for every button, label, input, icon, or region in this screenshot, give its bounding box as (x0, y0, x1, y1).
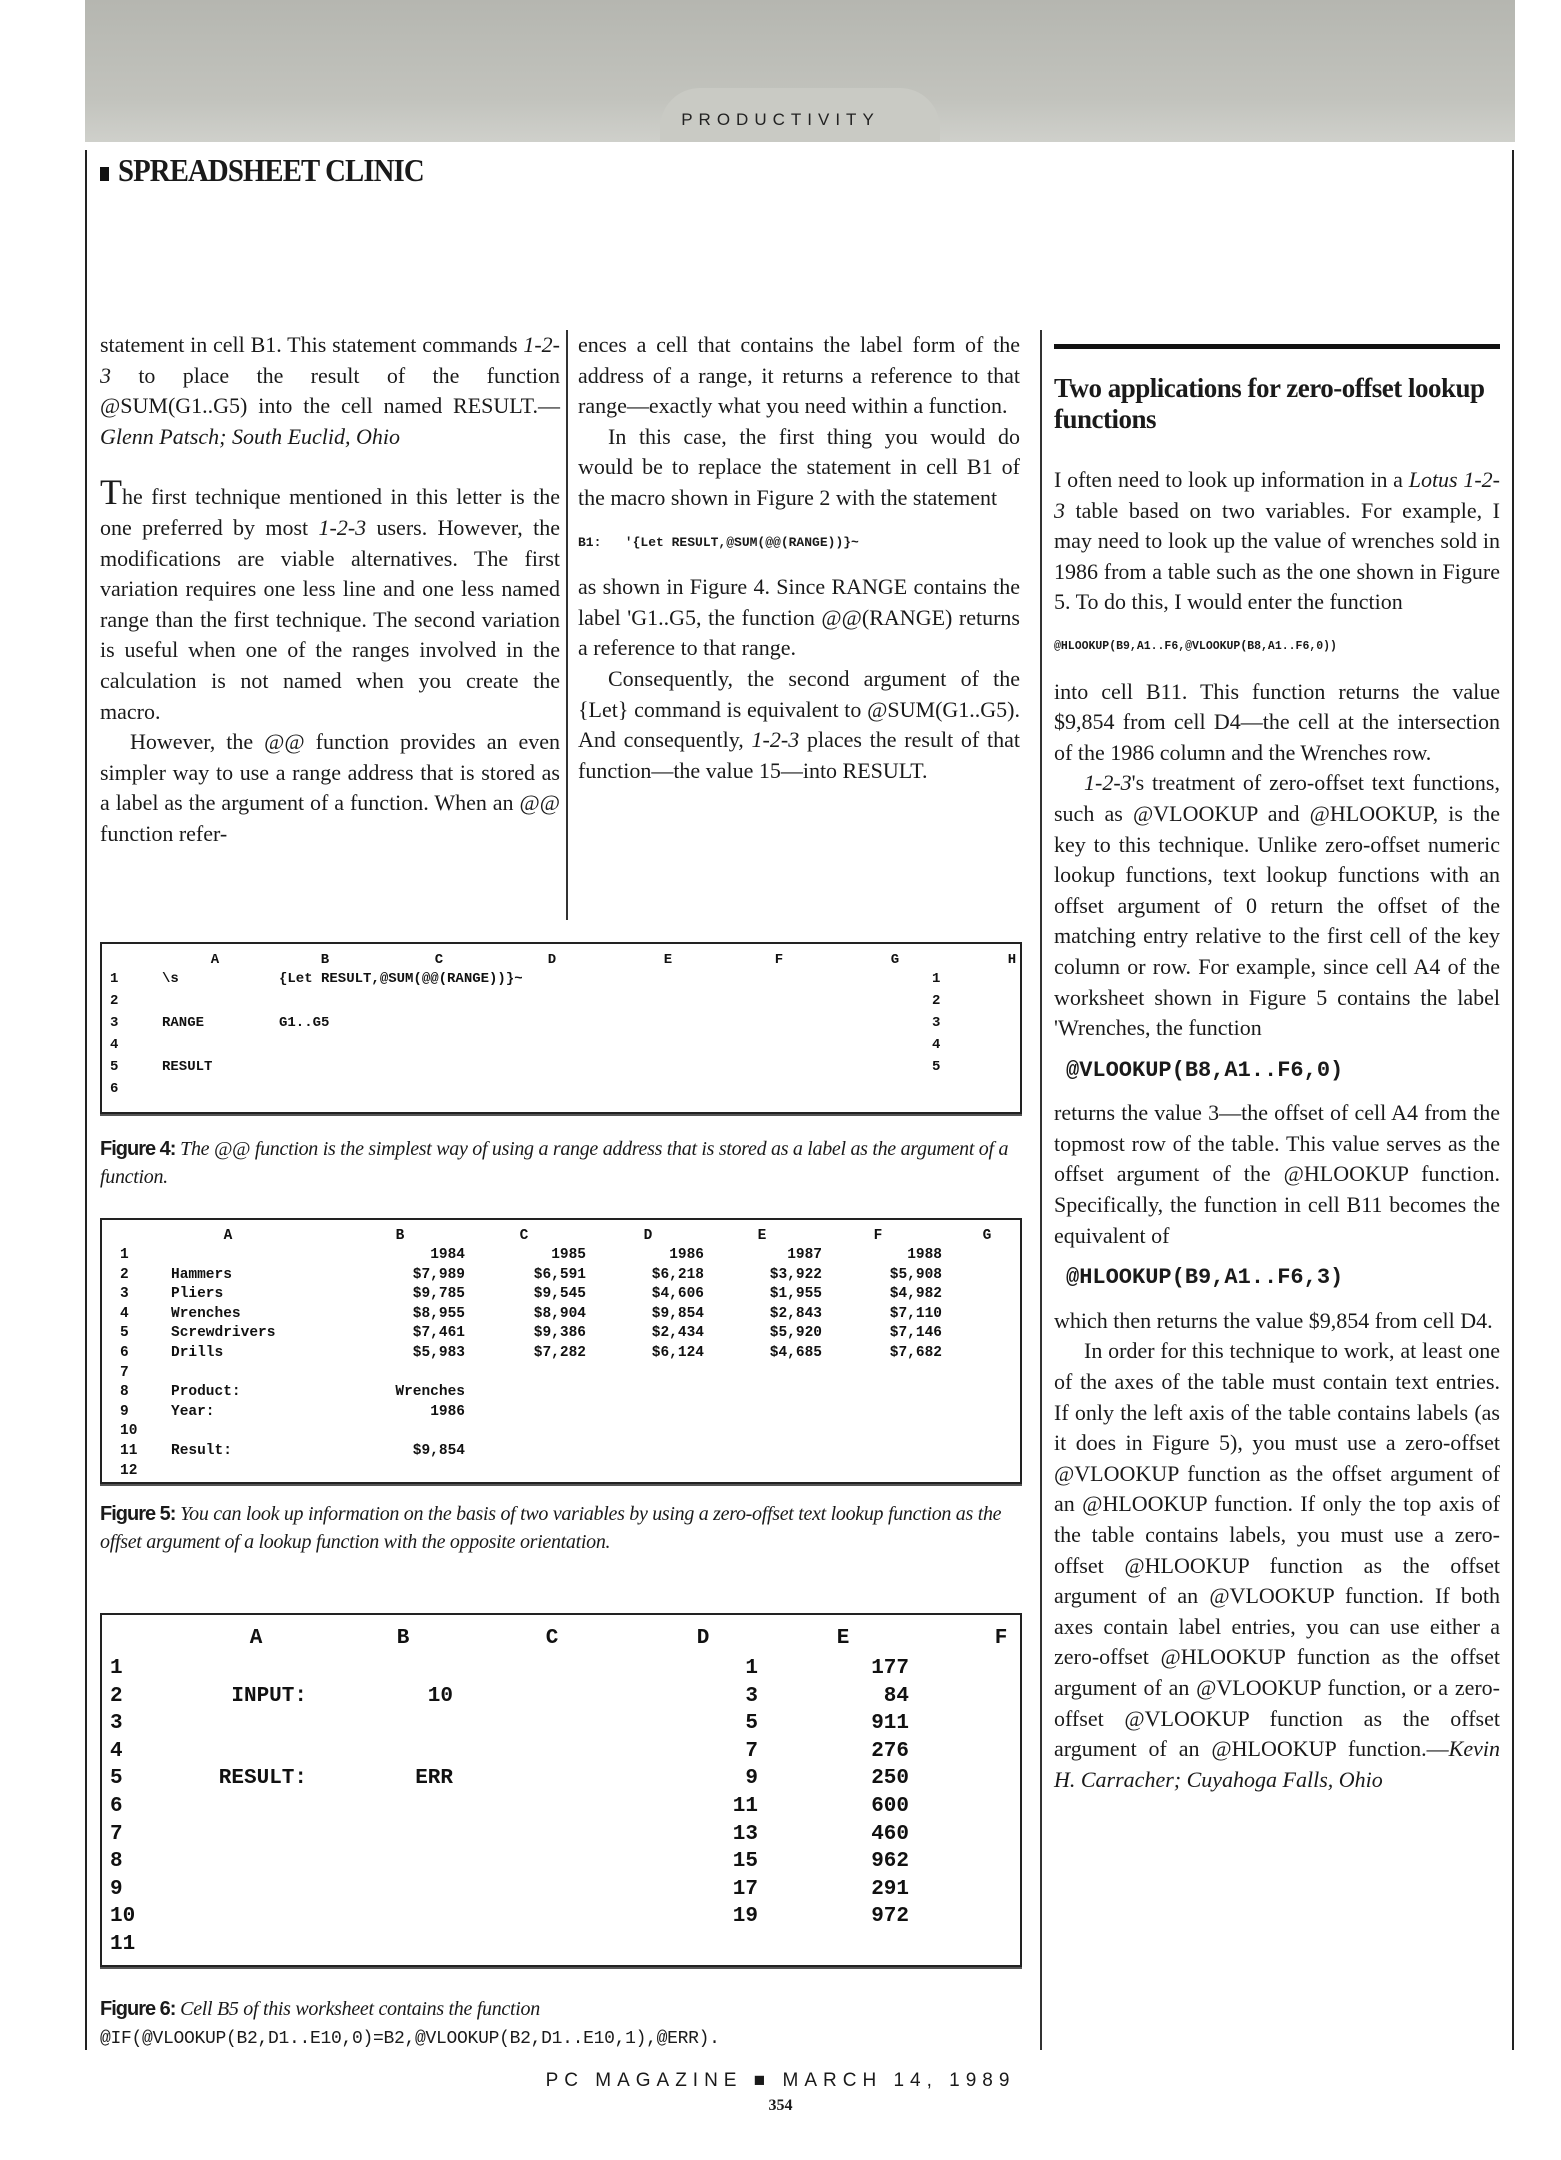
paragraph: In order for this technique to work, at least one of the axes of the table must contain text entries. If only the left axis of the table contains labels (as it does in Figure 5), you must use a zero-offset @VLOOKUP function as the offset argument of an @HLOOKUP function. If only the top axis of the table contains labels, you must use a zero-offset @HLOOKUP function as the offset argument of an @VLOOKUP function. If both axes contain label entries, you can use either a zero-offset @HLOOKUP function as the offset argument of an @VLOOKUP function, or a zero-offset @VLOOKUP function as the offset argument of an @HLOOKUP function.—Kevin H. Carracher; Cuyahoga Falls, Ohio (1054, 1338, 1500, 1792)
row-number: 3 (110, 1015, 119, 1031)
cell-value: 600 (871, 1795, 909, 1818)
cell-value: 460 (871, 1822, 909, 1846)
figure-5-caption: Figure 5: You can look up information on the basis of two variables by using a zero-offset text lookup function as the offset argument of a lookup function with the opposite orientation. (100, 1503, 1002, 1553)
column-header: F (994, 1627, 1008, 1650)
cell-value: $7,989 (412, 1266, 465, 1283)
heading-rule (1054, 344, 1500, 349)
column-header: D (643, 1228, 653, 1244)
cell-value: $4,982 (889, 1286, 942, 1303)
cell-value: 962 (871, 1850, 909, 1874)
column-header: E (757, 1228, 767, 1244)
column-divider (1040, 330, 1042, 2050)
cell-value: $6,124 (651, 1345, 704, 1361)
column-header: A (249, 1627, 263, 1650)
paragraph: returns the value 3—the offset of cell A4 from the topmost row of the table. This value serves as the offset argument of the @HLOOKUP function. Specifically, the function in cell B11 becomes the equivalent of (1054, 1100, 1500, 1248)
column-header: B (320, 952, 330, 968)
cell-g: 4 (932, 1037, 941, 1053)
cell-value: $7,110 (889, 1305, 942, 1322)
code-line: @HLOOKUP(B9,A1..F6,3) (1066, 1265, 1344, 1291)
cell-b: G1..G5 (279, 1015, 330, 1031)
cell-value: $2,843 (769, 1305, 822, 1322)
cell-value: 1987 (787, 1247, 822, 1263)
column-header: G (982, 1228, 992, 1244)
paragraph: In this case, the first thing you would do would be to replace the statement in cell B1 of the macro shown in Figure 2 with the statement (578, 423, 1020, 510)
article-heading: Two applications for zero-offset lookup functions (1054, 373, 1485, 434)
cell-value: 17 (732, 1877, 758, 1901)
row-number: 8 (110, 1850, 123, 1874)
cell-value: $6,218 (651, 1266, 704, 1283)
cell-value: $3,922 (769, 1266, 822, 1283)
cell-value: $5,983 (412, 1345, 465, 1361)
frame-right-rule (1512, 150, 1514, 2050)
row-number: 11 (110, 1933, 136, 1956)
cell-value: 1984 (430, 1247, 465, 1263)
cell-value: $5,908 (889, 1266, 942, 1283)
paragraph: 1-2-3's treatment of zero-offset text functions, such as @VLOOKUP and @HLOOKUP, is the key to this technique. Unlike zero-offset numeric lookup functions, text lookup functions with an offset argument of 0 return the offset of the matching entry relative to the first cell of the key column or row. For example, since cell A4 of the worksheet shown in Figure 5 contains the label 'Wrenches, the function (1054, 770, 1500, 1041)
column-header: D (696, 1627, 710, 1650)
row-number: 1 (110, 971, 119, 987)
column-header: F (873, 1228, 883, 1244)
signature: Glenn Patsch; South Euclid, Ohio (100, 423, 401, 449)
column-header: C (434, 952, 444, 968)
row-number: 4 (120, 1305, 129, 1322)
row-number: 3 (110, 1712, 123, 1736)
cell-value: 276 (871, 1739, 909, 1763)
page-number: 354 (768, 2097, 793, 2114)
cell-value: $6,591 (533, 1266, 586, 1283)
cell-a: \s (162, 971, 179, 987)
column-3 (1054, 330, 1500, 1795)
cell-value: $9,854 (412, 1443, 465, 1459)
row-number: 12 (120, 1462, 138, 1479)
paragraph: as shown in Figure 4. Since RANGE contains the label 'G1..G5, the function @@(RANGE) returns a reference to that range. (578, 574, 1020, 661)
row-number: 4 (110, 1739, 123, 1763)
column-header: B (395, 1228, 405, 1244)
bullet-square-icon (100, 167, 109, 181)
cell-value: $1,955 (769, 1286, 822, 1303)
cell-value: Wrenches (395, 1384, 465, 1401)
cell-value: 10 (427, 1684, 453, 1708)
cell-value: $7,461 (412, 1325, 465, 1342)
column-2 (578, 330, 1020, 786)
cell-value: $5,920 (769, 1325, 822, 1342)
cell-label: Year: (171, 1403, 215, 1420)
paragraph: However, the @@ function provides an even simpler way to use a range address that is stored as a label as the argument of a function. When an @@ function refer- (100, 729, 560, 846)
row-number: 3 (120, 1286, 129, 1303)
column-header: C (519, 1228, 529, 1244)
column-divider (566, 330, 568, 920)
row-number: 5 (110, 1059, 119, 1075)
cell-b: {Let RESULT,@SUM(@@(RANGE))}~ (279, 971, 523, 987)
cell-g: 5 (932, 1059, 941, 1075)
column-header: F (774, 952, 784, 968)
cell-value: $8,904 (533, 1305, 586, 1322)
cell-value: 19 (732, 1905, 758, 1929)
paragraph: which then returns the value $9,854 from cell D4. (1054, 1307, 1493, 1333)
row-number: 11 (120, 1443, 138, 1459)
cell-value: 1986 (430, 1403, 465, 1420)
row-number: 5 (120, 1325, 129, 1342)
cell-value: $9,545 (533, 1286, 586, 1303)
row-number: 5 (110, 1767, 123, 1791)
cell-g: 1 (932, 971, 941, 987)
cell-value: $7,682 (889, 1345, 942, 1361)
cell-g: 2 (932, 993, 941, 1009)
cell-value: 15 (732, 1850, 758, 1874)
cell-value: $7,146 (889, 1325, 942, 1342)
row-number: 8 (120, 1384, 129, 1401)
column-header: A (223, 1228, 233, 1244)
cell-label: Pliers (171, 1286, 224, 1303)
row-number: 7 (120, 1364, 129, 1381)
row-number: 6 (110, 1795, 123, 1818)
row-number: 6 (120, 1345, 129, 1361)
section-title-text: SPREADSHEET CLINIC (118, 152, 424, 188)
row-number: 6 (110, 1081, 119, 1097)
column-header: H (1007, 952, 1017, 968)
cell-value: 7 (745, 1739, 758, 1763)
cell-value: 177 (871, 1657, 909, 1680)
row-number: 1 (110, 1657, 123, 1680)
column-header: E (836, 1627, 850, 1650)
cell-value: 972 (871, 1905, 909, 1929)
cell-value: 3 (745, 1684, 758, 1708)
cell-value: 5 (745, 1712, 758, 1736)
row-number: 1 (120, 1247, 129, 1263)
figure-6-worksheet (100, 1613, 1022, 1967)
footer-magazine: PC MAGAZINE ■ MARCH 14, 1989 (545, 2070, 1016, 2091)
cell-value: $7,282 (533, 1345, 586, 1361)
paragraph: ences a cell that contains the label form of the address of a range, it returns a reference to that range—exactly what you need within a function. (578, 332, 1020, 419)
row-number: 10 (110, 1905, 136, 1929)
code-line: @VLOOKUP(B8,A1..F6,0) (1066, 1057, 1344, 1083)
row-number: 2 (120, 1266, 129, 1283)
cell-value: $2,434 (651, 1325, 704, 1342)
code-line: @HLOOKUP(B9,A1..F6,@VLOOKUP(B8,A1..F6,0)) (1054, 639, 1337, 653)
figure-4-worksheet (100, 942, 1022, 1114)
cell-a: RANGE (162, 1015, 205, 1031)
section-title (100, 152, 424, 189)
cell-value: 84 (883, 1684, 909, 1708)
row-number: 10 (120, 1423, 138, 1440)
code-line: B1: '{Let RESULT,@SUM(@@(RANGE))}~ (578, 534, 859, 550)
cell-value: 11 (732, 1795, 758, 1818)
cell-value: $9,785 (412, 1286, 465, 1303)
cell-value: 250 (871, 1767, 909, 1791)
figure-5-worksheet (100, 1218, 1022, 1484)
row-number: 2 (110, 1684, 123, 1708)
cell-value: ERR (415, 1767, 453, 1791)
frame-left-rule (85, 150, 87, 2050)
row-number: 7 (110, 1822, 123, 1846)
cell-value: 1986 (669, 1247, 704, 1263)
column-header: G (890, 952, 900, 968)
cell-value: 1988 (907, 1247, 942, 1263)
column-header: A (210, 952, 220, 968)
column-header: B (396, 1627, 410, 1650)
cell-value: 291 (871, 1877, 909, 1901)
cell-label: Wrenches (171, 1305, 241, 1322)
cell-label: Result: (171, 1443, 232, 1459)
column-header: C (545, 1627, 559, 1650)
paragraph: The first technique mentioned in this letter is the one preferred by most 1-2-3 users. However, the modifications are viable alternatives. The first variation requires one less line and one less named range than the first technique. The second variation is useful when one of the ranges involved in the calculation is not named when you create the macro. (100, 472, 561, 724)
cell-label: Drills (171, 1345, 224, 1361)
column-1 (100, 330, 560, 850)
cell-value: 13 (732, 1822, 758, 1846)
cell-value: INPUT: (231, 1684, 307, 1708)
row-number: 4 (110, 1037, 119, 1053)
column-header: D (547, 952, 557, 968)
figure-4-caption: Figure 4: The @@ function is the simplest way of using a range address that is stored as a label as the argument of a function. (100, 1138, 1009, 1188)
row-number: 2 (110, 993, 119, 1009)
drop-cap: T (100, 472, 122, 513)
signature: Kevin H. Carracher; Cuyahoga Falls, Ohio (1054, 1736, 1500, 1792)
row-number: 9 (120, 1403, 129, 1420)
cell-value: 1 (745, 1657, 758, 1680)
paragraph: statement in cell B1. This statement commands 1-2-3 to place the result of the function @SUM(G1..G5) into the cell named RESULT.—Glenn Patsch; South Euclid, Ohio (100, 332, 560, 449)
cell-value: $8,955 (412, 1305, 465, 1322)
cell-label: Product: (171, 1384, 241, 1401)
cell-value: $4,606 (651, 1286, 704, 1303)
figure-6-caption: Figure 6: Cell B5 of this worksheet contains the function @IF(@VLOOKUP(B2,D1..E10,0)=B2,@VLOOKUP(B2,D1..E10,1),@ERR). (100, 1998, 720, 2049)
column-header: E (663, 952, 673, 968)
cell-value: 911 (871, 1712, 909, 1736)
paragraph: Consequently, the second argument of the {Let} command is equivalent to @SUM(G1..G5). And consequently, 1-2-3 places the result of that function—the value 15—into RESULT. (578, 665, 1020, 783)
row-number: 9 (110, 1877, 123, 1901)
cell-value: RESULT: (218, 1767, 307, 1791)
cell-g: 3 (932, 1015, 941, 1031)
paragraph: into cell B11. This function returns the value $9,854 from cell D4—the cell at the intersection of the 1986 column and the Wrenches row. (1054, 678, 1500, 765)
cell-value: $4,685 (769, 1345, 822, 1361)
cell-value: $9,854 (651, 1305, 704, 1322)
cell-label: Screwdrivers (171, 1325, 276, 1342)
paragraph: I often need to look up information in a Lotus 1-2-3 table based on two variables. For example, I may need to look up the value of wrenches sold in 1986 from a table such as the one shown in Figure 5. To do this, I would enter the function (1054, 467, 1501, 615)
department-kicker: PRODUCTIVITY (681, 110, 880, 129)
cell-value: 9 (745, 1767, 758, 1791)
cell-label: Hammers (171, 1266, 232, 1283)
cell-value: $9,386 (533, 1325, 586, 1342)
cell-a: RESULT (162, 1059, 213, 1075)
cell-value: 1985 (551, 1247, 586, 1263)
